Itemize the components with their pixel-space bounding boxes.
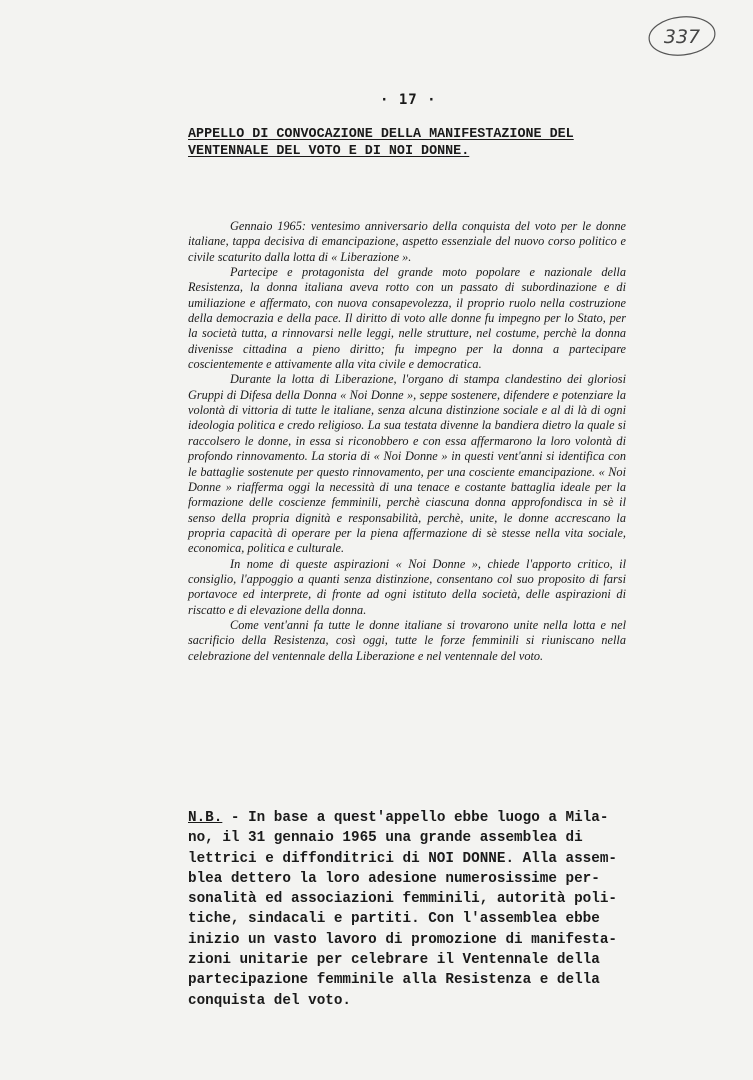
paragraph-1: Gennaio 1965: ventesimo anniversario della conquista del voto per le donne italiane, tappa decisiva di emancipazione, aspetto essenziale del nuovo corso politico e civile scaturito dalla lotta di « Liberazione ». <box>188 219 626 264</box>
note-line: blea dettero la loro adesione numerosissime per- <box>188 870 600 887</box>
paragraph-2: Partecipe e protagonista del grande moto popolare e nazionale della Resistenza, la donna italiana aveva rotto con un passato di subordinazione e di umiliazione e affermato, con nuova consapevolezza, il proprio ruolo nella costruzione della democrazia e della pace. Il diritto di voto alle donne fu impegno per lo Stato, per la società tutta, a rinnovarsi nelle leggi, nelle strutture, nel costume, perchè la donna divenisse cittadina a pieno diritto; fu impegno per la donna a partecipare coscientemente e attivamente alla vita civile e democratica. <box>188 265 626 372</box>
paragraph-3: Durante la lotta di Liberazione, l'organo di stampa clandestino dei gloriosi Gruppi di Difesa della Donna « Noi Donne », seppe sostenere, difendere e potenziare la volontà di vittoria di tutte le italiane, senza alcuna distinzione sociale e al di là di ogni ideologia politica e credo religioso. La sua testata divenne la bandiera dietro la quale si raccolsero le donne, in essa si riconobbero e con essa affermarono la loro volontà di profondo rinnovamento. La storia di « Noi Donne » in questi vent'anni si identifica con le battaglie sostenute per questo rinnovamento, per una cosciente emancipazione. « Noi Donne » riafferma oggi la necessità di una tenace e costante battaglia ideale per la formazione delle coscienze femminili, perchè ciascuna donna approfondisca in sè il senso della propria dignità e responsabilità, perchè, unite, le donne accrescano la propria capacità di operare per la piena affermazione di sè stesse nella vita sociale, economica, politica e culturale. <box>188 372 626 556</box>
archive-number-stamp <box>646 14 718 58</box>
note-line: inizio un vasto lavoro di promozione di manifesta- <box>188 931 617 948</box>
note-line: N.B. - In base a quest'appello ebbe luogo a Mila- <box>188 810 609 826</box>
note-line: zioni unitarie per celebrare il Ventennale della <box>188 952 600 969</box>
note-line: no, il 31 gennaio 1965 una grande assemblea di <box>188 830 583 847</box>
note-line: lettrici e diffonditrici di NOI DONNE. Alla assem- <box>188 850 617 867</box>
note-line: partecipazione femminile alla Resistenza e della <box>188 972 600 989</box>
note-block <box>188 808 648 1011</box>
title-line-1: APPELLO DI CONVOCAZIONE DELLA MANIFESTAZIONE DEL <box>188 127 574 142</box>
note-label: N.B. <box>188 810 223 826</box>
paragraph-4: In nome di queste aspirazioni « Noi Donne », chiede l'apporto critico, il consiglio, l'appoggio a quanti senza distinzione, consentano col suo proposito di farsi portavoce ed interprete, di fronte ad ogni istituto della società, delle aspirazioni di riscatto e di elevazione della donna. <box>188 556 626 617</box>
note-line: sonalità ed associazioni femminili, autorità poli- <box>188 891 617 908</box>
paragraph-5: Come vent'anni fa tutte le donne italiane si trovarono unite nella lotta e nel sacrificio della Resistenza, così oggi, tutte le forze femminili si riuniscano nella celebrazione del ventennale della Liberazione e nel ventennale del voto. <box>188 617 626 663</box>
note-line: tiche, sindacali e partiti. Con l'assemblea ebbe <box>188 911 600 928</box>
title-line-2: VENTENNALE DEL VOTO E DI NOI DONNE. <box>188 144 470 159</box>
note-line: conquista del voto. <box>188 992 352 1009</box>
archive-number-text: 337 <box>663 26 701 48</box>
page-number: · 17 · <box>380 92 437 108</box>
document-title <box>188 126 628 160</box>
appeal-body <box>188 219 626 664</box>
